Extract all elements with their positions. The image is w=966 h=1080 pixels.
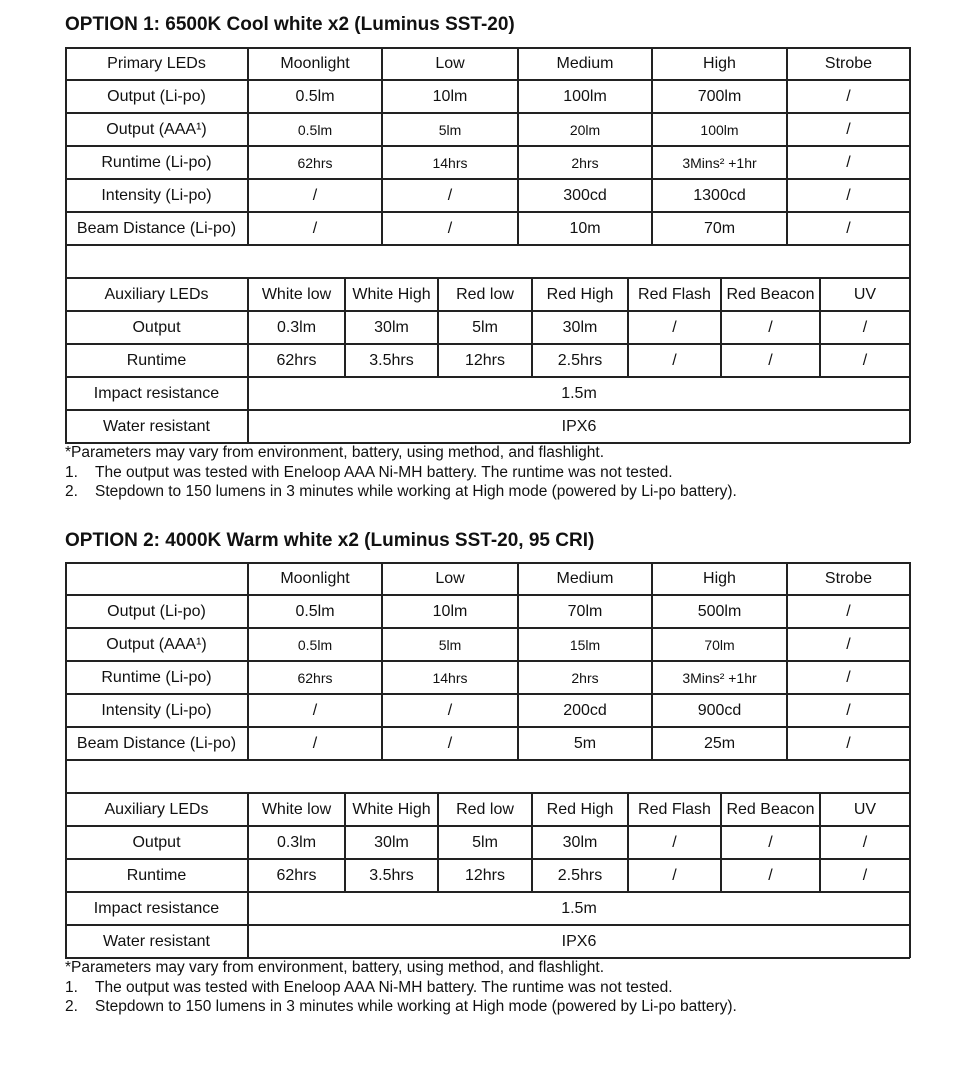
table-rule xyxy=(517,562,519,760)
value-cell: / xyxy=(862,351,868,369)
row-label: Output (AAA¹) xyxy=(106,120,207,138)
value-cell: 0.5lm xyxy=(297,636,333,653)
table-rule xyxy=(531,278,533,377)
aux-mode-header: Red Beacon xyxy=(726,285,815,303)
spec-table xyxy=(65,47,910,443)
mode-header: High xyxy=(703,569,736,587)
value-cell: 14hrs xyxy=(432,154,468,171)
value-cell: / xyxy=(846,186,851,204)
footnote-number: 2. xyxy=(65,998,78,1015)
value-cell: / xyxy=(768,351,773,369)
value-cell: 2.5hrs xyxy=(557,866,603,884)
value-cell: 15lm xyxy=(569,636,601,653)
value-cell: / xyxy=(862,833,868,851)
value-cell: 62hrs xyxy=(276,351,317,369)
value-cell: / xyxy=(447,701,453,719)
table-rule xyxy=(819,278,821,377)
value-cell: 30lm xyxy=(374,833,409,851)
value-cell: / xyxy=(672,866,677,884)
table-rule xyxy=(651,47,653,245)
footnote-text: The output was tested with Eneloop AAA Ni-MH battery. The runtime was not tested. xyxy=(95,464,673,481)
value-cell: 100lm xyxy=(700,121,739,138)
table-rule xyxy=(344,278,346,377)
value-cell: 1300cd xyxy=(693,186,746,204)
water-row xyxy=(65,925,910,958)
table-rule xyxy=(381,562,383,760)
mode-header: Strobe xyxy=(824,569,873,587)
value-cell: 5lm xyxy=(438,121,462,138)
table-rule xyxy=(531,793,533,892)
mode-header: Low xyxy=(435,54,465,72)
table-rule xyxy=(65,343,910,345)
table-row xyxy=(65,311,910,344)
table-rule xyxy=(65,594,910,596)
table-rule xyxy=(65,145,910,147)
value-cell: / xyxy=(312,186,318,204)
value-cell: 2.5hrs xyxy=(557,351,603,369)
value-cell: 2hrs xyxy=(571,669,599,686)
primary-leds-label: Primary LEDs xyxy=(107,54,206,72)
value-cell: 5m xyxy=(573,734,597,752)
table-rule xyxy=(65,244,910,246)
table-rule xyxy=(65,47,910,49)
value-cell: / xyxy=(846,219,851,237)
option-title: OPTION 2: 4000K Warm white x2 (Luminus SST-20, 95 CRI) xyxy=(65,530,595,551)
value-cell: 2hrs xyxy=(571,154,599,171)
table-rule xyxy=(65,759,910,761)
table-row xyxy=(65,859,910,892)
value-cell: / xyxy=(846,120,851,138)
primary-header-row xyxy=(65,562,910,595)
value-cell: 5lm xyxy=(438,636,462,653)
value-cell: 10m xyxy=(569,219,601,237)
table-rule xyxy=(786,47,788,245)
impact-row xyxy=(65,377,910,410)
value-cell: 200cd xyxy=(563,701,607,719)
value-cell: 700lm xyxy=(697,87,742,105)
value-cell: 62hrs xyxy=(297,669,333,686)
primary-leds-label xyxy=(65,562,248,595)
footnote-number: 1. xyxy=(65,979,78,996)
table-rule xyxy=(651,562,653,760)
mode-header: Medium xyxy=(556,54,614,72)
row-label: Beam Distance (Li-po) xyxy=(76,734,237,752)
value-cell: 5lm xyxy=(472,833,498,851)
aux-mode-header: White low xyxy=(261,800,332,818)
value-cell: / xyxy=(312,219,318,237)
table-rule xyxy=(65,178,910,180)
table-rule xyxy=(247,793,249,892)
table-rule xyxy=(247,892,249,958)
mode-header: Low xyxy=(435,569,465,587)
table-rule xyxy=(65,693,910,695)
value-cell: 0.5lm xyxy=(295,87,335,105)
table-rule xyxy=(720,278,722,377)
impact-label: Impact resistance xyxy=(93,384,220,402)
value-cell: 5lm xyxy=(472,318,498,336)
table-row xyxy=(65,661,910,694)
table-row xyxy=(65,146,910,179)
table-rule xyxy=(517,47,519,245)
value-cell: / xyxy=(846,87,851,105)
water-label: Water resistant xyxy=(103,417,210,435)
value-cell: / xyxy=(672,351,677,369)
value-cell: / xyxy=(672,318,677,336)
value-cell: 900cd xyxy=(697,701,742,719)
value-cell: / xyxy=(312,734,318,752)
value-cell: 10lm xyxy=(432,602,468,620)
table-rule xyxy=(65,376,910,378)
table-rule xyxy=(65,562,910,564)
footnote-text: Stepdown to 150 lumens in 3 minutes while working at High mode (powered by Li-po battery). xyxy=(95,998,737,1015)
value-cell: 100lm xyxy=(563,87,607,105)
footnote-1 xyxy=(65,978,673,997)
water-value: IPX6 xyxy=(561,417,597,435)
note-general: *Parameters may vary from environment, battery, using method, and flashlight. xyxy=(65,444,605,461)
table-rule xyxy=(65,924,910,926)
footnote-1 xyxy=(65,463,673,482)
value-cell: 30lm xyxy=(562,318,598,336)
table-rule xyxy=(65,277,910,279)
footnote-text: Stepdown to 150 lumens in 3 minutes while working at High mode (powered by Li-po battery). xyxy=(95,483,737,500)
aux-mode-header: Red Flash xyxy=(638,800,711,818)
value-cell: / xyxy=(846,602,851,620)
mode-header: High xyxy=(703,54,736,72)
table-rule xyxy=(65,47,67,443)
aux-mode-header: White low xyxy=(261,285,332,303)
table-rule xyxy=(247,278,249,377)
table-rule xyxy=(65,891,910,893)
table-rule xyxy=(627,793,629,892)
value-cell: 62hrs xyxy=(297,154,333,171)
table-rule xyxy=(247,562,249,760)
table-rule xyxy=(65,792,910,794)
value-cell: 3Mins² +1hr xyxy=(682,154,757,171)
value-cell: 62hrs xyxy=(276,866,317,884)
footnote-2 xyxy=(65,997,737,1016)
aux-mode-header: White High xyxy=(352,285,431,303)
value-cell: 70m xyxy=(703,219,736,237)
value-cell: 3Mins² +1hr xyxy=(682,669,757,686)
table-rule xyxy=(65,79,910,81)
row-label: Output xyxy=(132,318,181,336)
value-cell: / xyxy=(672,833,677,851)
value-cell: 30lm xyxy=(562,833,598,851)
value-cell: / xyxy=(447,734,453,752)
value-cell: 0.3lm xyxy=(276,833,317,851)
row-label: Output (Li-po) xyxy=(107,602,206,620)
row-label: Runtime (Li-po) xyxy=(101,668,212,686)
footnote-number: 1. xyxy=(65,464,78,481)
mode-header: Moonlight xyxy=(280,54,350,72)
water-value: IPX6 xyxy=(561,932,597,950)
table-row xyxy=(65,113,910,146)
impact-value: 1.5m xyxy=(561,899,597,917)
row-label: Output xyxy=(132,833,181,851)
spec-table xyxy=(65,562,910,958)
note-general: *Parameters may vary from environment, battery, using method, and flashlight. xyxy=(65,959,605,976)
table-rule xyxy=(344,793,346,892)
auxiliary-header-row xyxy=(65,793,910,826)
table-rule xyxy=(720,793,722,892)
row-label: Beam Distance (Li-po) xyxy=(76,219,237,237)
value-cell: / xyxy=(846,734,851,752)
value-cell: 3.5hrs xyxy=(369,351,414,369)
value-cell: 25m xyxy=(703,734,736,752)
value-cell: 500lm xyxy=(697,602,742,620)
table-rule xyxy=(247,47,249,245)
value-cell: / xyxy=(846,668,851,686)
row-label: Runtime xyxy=(126,351,187,369)
impact-label: Impact resistance xyxy=(93,899,220,917)
table-rule xyxy=(65,825,910,827)
water-label: Water resistant xyxy=(103,932,210,950)
aux-mode-header: Red High xyxy=(546,285,614,303)
table-rule xyxy=(786,562,788,760)
aux-mode-header: White High xyxy=(352,800,431,818)
value-cell: / xyxy=(768,866,773,884)
value-cell: / xyxy=(312,701,318,719)
table-rule xyxy=(65,310,910,312)
aux-mode-header: Red Flash xyxy=(638,285,711,303)
row-label: Intensity (Li-po) xyxy=(101,701,212,719)
value-cell: 30lm xyxy=(374,318,409,336)
value-cell: 70lm xyxy=(704,636,735,653)
table-row xyxy=(65,727,910,760)
aux-mode-header: UV xyxy=(853,800,877,818)
value-cell: / xyxy=(447,186,453,204)
table-rule xyxy=(247,377,249,443)
auxiliary-leds-label: Auxiliary LEDs xyxy=(104,800,209,818)
value-cell: 300cd xyxy=(563,186,607,204)
value-cell: 0.5lm xyxy=(297,121,333,138)
row-label: Runtime xyxy=(126,866,187,884)
value-cell: 12hrs xyxy=(464,351,506,369)
value-cell: / xyxy=(768,318,773,336)
auxiliary-leds-label: Auxiliary LEDs xyxy=(104,285,209,303)
table-rule xyxy=(65,858,910,860)
value-cell: 3.5hrs xyxy=(369,866,414,884)
mode-header: Moonlight xyxy=(280,569,350,587)
spacer-row xyxy=(65,760,910,793)
value-cell: / xyxy=(862,866,868,884)
value-cell: 10lm xyxy=(432,87,468,105)
table-rule xyxy=(437,793,439,892)
primary-header-row xyxy=(65,47,910,80)
table-rule xyxy=(627,278,629,377)
table-rule xyxy=(437,278,439,377)
value-cell: 12hrs xyxy=(464,866,506,884)
table-rule xyxy=(65,660,910,662)
aux-mode-header: Red low xyxy=(456,285,514,303)
value-cell: / xyxy=(846,635,851,653)
value-cell: 0.5lm xyxy=(295,602,335,620)
impact-row xyxy=(65,892,910,925)
table-rule xyxy=(65,726,910,728)
table-row xyxy=(65,826,910,859)
value-cell: 70lm xyxy=(567,602,603,620)
row-label: Intensity (Li-po) xyxy=(101,186,212,204)
aux-mode-header: UV xyxy=(853,285,877,303)
table-row xyxy=(65,80,910,113)
value-cell: 14hrs xyxy=(432,669,468,686)
water-row xyxy=(65,410,910,443)
footnote-text: The output was tested with Eneloop AAA Ni-MH battery. The runtime was not tested. xyxy=(95,979,673,996)
mode-header: Medium xyxy=(556,569,614,587)
value-cell: 0.3lm xyxy=(276,318,317,336)
table-rule xyxy=(65,409,910,411)
table-rule xyxy=(65,627,910,629)
value-cell: / xyxy=(846,153,851,171)
option-title: OPTION 1: 6500K Cool white x2 (Luminus SST-20) xyxy=(65,14,515,35)
table-rule xyxy=(819,793,821,892)
value-cell: / xyxy=(862,318,868,336)
value-cell: / xyxy=(768,833,773,851)
spacer-row xyxy=(65,245,910,278)
auxiliary-header-row xyxy=(65,278,910,311)
table-row xyxy=(65,595,910,628)
mode-header: Strobe xyxy=(824,54,873,72)
footnote-number: 2. xyxy=(65,483,78,500)
aux-mode-header: Red High xyxy=(546,800,614,818)
table-row xyxy=(65,694,910,727)
row-label: Output (AAA¹) xyxy=(106,635,207,653)
aux-mode-header: Red Beacon xyxy=(726,800,815,818)
value-cell: / xyxy=(447,219,453,237)
table-row xyxy=(65,344,910,377)
aux-mode-header: Red low xyxy=(456,800,514,818)
table-row xyxy=(65,179,910,212)
impact-value: 1.5m xyxy=(561,384,597,402)
table-rule xyxy=(909,47,911,443)
table-rule xyxy=(65,562,67,958)
row-label: Runtime (Li-po) xyxy=(101,153,212,171)
table-row xyxy=(65,628,910,661)
table-rule xyxy=(909,562,911,958)
table-rule xyxy=(381,47,383,245)
value-cell: / xyxy=(846,701,851,719)
table-rule xyxy=(65,112,910,114)
table-rule xyxy=(65,211,910,213)
table-row xyxy=(65,212,910,245)
row-label: Output (Li-po) xyxy=(107,87,206,105)
footnote-2 xyxy=(65,482,737,501)
value-cell: 20lm xyxy=(569,121,601,138)
